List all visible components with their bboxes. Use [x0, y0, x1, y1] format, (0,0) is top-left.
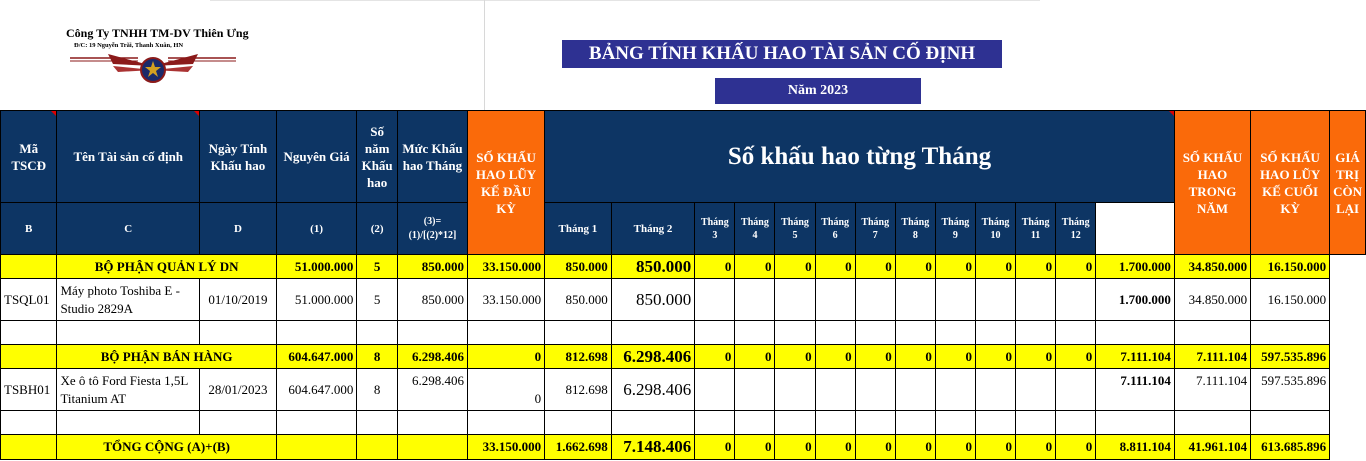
total-t8: 0 [895, 435, 935, 460]
asset-row-tsbh01 [1, 369, 1366, 411]
month-header-6: Tháng 6 [815, 203, 855, 255]
group-kh-trong-nam: 1.700.000 [1096, 255, 1175, 279]
group-row-ban-hang [1, 345, 1366, 369]
total-t10: 0 [975, 435, 1015, 460]
code-c: C [57, 203, 200, 255]
asset-muc-kh: 850.000 [397, 279, 467, 321]
group-t12: 0 [1056, 345, 1096, 369]
total-kh-trong-nam: 8.811.104 [1096, 435, 1175, 460]
report-title: BẢNG TÍNH KHẤU HAO TÀI SẢN CỐ ĐỊNH [562, 40, 1002, 68]
group-t2: 6.298.406 [611, 345, 695, 369]
month-header-7: Tháng 7 [855, 203, 895, 255]
asset-ma: TSQL01 [1, 279, 57, 321]
asset-con-lai: 16.150.000 [1251, 279, 1330, 321]
code-2: (2) [357, 203, 398, 255]
col-header-kh-cuoi-ky: SỐ KHẤU HAO LŨY KẾ CUỐI KỲ [1251, 111, 1330, 255]
group-t2: 850.000 [611, 255, 695, 279]
group-t11: 0 [1016, 255, 1056, 279]
group-t12: 0 [1056, 255, 1096, 279]
asset-ma: TSBH01 [1, 369, 57, 411]
asset-muc-kh: 6.298.406 [397, 369, 467, 411]
month-header-11: Tháng 11 [1016, 203, 1056, 255]
code-d: D [200, 203, 277, 255]
total-t3: 0 [695, 435, 735, 460]
total-row [1, 435, 1366, 460]
total-t7: 0 [855, 435, 895, 460]
empty-row [1, 411, 1366, 435]
group-t3: 0 [695, 255, 735, 279]
asset-kh-dau-ky: 33.150.000 [468, 279, 545, 321]
asset-ngay: 28/01/2023 [200, 369, 277, 411]
group-muc-kh: 850.000 [397, 255, 467, 279]
group-t6: 0 [815, 255, 855, 279]
header-row-titles [1, 111, 1366, 203]
total-t1: 1.662.698 [545, 435, 612, 460]
month-header-9: Tháng 9 [935, 203, 975, 255]
group-t8: 0 [895, 345, 935, 369]
total-label: TỔNG CỘNG (A)+(B) [57, 435, 276, 460]
asset-ten: Máy photo Toshiba E - Studio 2829A [57, 279, 200, 321]
asset-nguyen-gia: 51.000.000 [276, 279, 357, 321]
group-t1: 850.000 [545, 255, 612, 279]
code-3: (3)=(1)/[(2)*12] [397, 203, 467, 255]
total-t4: 0 [735, 435, 775, 460]
group-t1: 812.698 [545, 345, 612, 369]
total-con-lai: 613.685.896 [1251, 435, 1330, 460]
group-con-lai: 597.535.896 [1251, 345, 1330, 369]
group-so-nam: 8 [357, 345, 398, 369]
month-header-3: Tháng 3 [695, 203, 735, 255]
col-header-ma: Mã TSCĐ [1, 111, 57, 203]
asset-t1: 812.698 [545, 369, 612, 411]
asset-t2: 6.298.406 [611, 369, 695, 411]
header-row-codes [1, 203, 1366, 255]
month-header-10: Tháng 10 [975, 203, 1015, 255]
group-muc-kh: 6.298.406 [397, 345, 467, 369]
col-header-ten: Tên Tài sản cố định [57, 111, 200, 203]
group-t10: 0 [975, 345, 1015, 369]
group-row-quan-ly [1, 255, 1366, 279]
group-t4: 0 [735, 255, 775, 279]
col-header-kh-tung-thang: Số khấu hao từng Tháng [545, 111, 1175, 203]
group-so-nam: 5 [357, 255, 398, 279]
asset-kh-trong-nam: 1.700.000 [1096, 279, 1175, 321]
group-kh-dau-ky: 33.150.000 [468, 255, 545, 279]
depreciation-table [0, 110, 1366, 460]
total-kh-dau-ky: 33.150.000 [468, 435, 545, 460]
group-t10: 0 [975, 255, 1015, 279]
total-t5: 0 [775, 435, 815, 460]
asset-kh-trong-nam: 7.111.104 [1096, 369, 1175, 411]
total-t2: 7.148.406 [611, 435, 695, 460]
asset-t1: 850.000 [545, 279, 612, 321]
month-header-2: Tháng 2 [611, 203, 695, 255]
group-t4: 0 [735, 345, 775, 369]
asset-so-nam: 8 [357, 369, 398, 411]
col-header-gia-tri-con-lai: GIÁ TRỊ CÒN LẠI [1330, 111, 1366, 255]
group-nguyen-gia: 604.647.000 [276, 345, 357, 369]
group-label: BỘ PHẬN BÁN HÀNG [57, 345, 276, 369]
group-kh-dau-ky: 0 [468, 345, 545, 369]
top-divider-line [210, 0, 1040, 1]
asset-con-lai: 597.535.896 [1251, 369, 1330, 411]
col-header-kh-trong-nam: SỐ KHẤU HAO TRONG NĂM [1174, 111, 1250, 255]
group-t9: 0 [935, 345, 975, 369]
col-header-so-nam: Số năm Khấu hao [357, 111, 398, 203]
total-t6: 0 [815, 435, 855, 460]
col-header-nguyen-gia: Nguyên Giá [276, 111, 357, 203]
group-t6: 0 [815, 345, 855, 369]
month-header-1: Tháng 1 [545, 203, 612, 255]
group-kh-cuoi-ky: 7.111.104 [1174, 345, 1250, 369]
group-t11: 0 [1016, 345, 1056, 369]
total-kh-cuoi-ky: 41.961.104 [1174, 435, 1250, 460]
vertical-divider [484, 0, 485, 110]
group-label: BỘ PHẬN QUẢN LÝ DN [57, 255, 276, 279]
code-b: B [1, 203, 57, 255]
asset-nguyen-gia: 604.647.000 [276, 369, 357, 411]
group-nguyen-gia: 51.000.000 [276, 255, 357, 279]
group-con-lai: 16.150.000 [1251, 255, 1330, 279]
report-year: Năm 2023 [715, 78, 921, 104]
col-header-kh-dau-ky: SỐ KHẤU HAO LŨY KẾ ĐẦU KỲ [468, 111, 545, 255]
group-t7: 0 [855, 255, 895, 279]
eagle-emblem-icon [68, 50, 238, 86]
asset-kh-cuoi-ky: 34.850.000 [1174, 279, 1250, 321]
code-1: (1) [276, 203, 357, 255]
month-header-12: Tháng 12 [1056, 203, 1096, 255]
month-header-5: Tháng 5 [775, 203, 815, 255]
group-t9: 0 [935, 255, 975, 279]
col-header-ngay: Ngày Tính Khấu hao [200, 111, 277, 203]
asset-ngay: 01/10/2019 [200, 279, 277, 321]
total-t11: 0 [1016, 435, 1056, 460]
asset-kh-dau-ky: 0 [468, 369, 545, 411]
empty-row [1, 321, 1366, 345]
group-t5: 0 [775, 345, 815, 369]
asset-kh-cuoi-ky: 7.111.104 [1174, 369, 1250, 411]
company-logo [60, 26, 250, 90]
asset-row-tsql01 [1, 279, 1366, 321]
total-t12: 0 [1056, 435, 1096, 460]
asset-ten: Xe ô tô Ford Fiesta 1,5L Titanium AT [57, 369, 200, 411]
group-t5: 0 [775, 255, 815, 279]
group-t8: 0 [895, 255, 935, 279]
group-kh-cuoi-ky: 34.850.000 [1174, 255, 1250, 279]
group-t3: 0 [695, 345, 735, 369]
total-t9: 0 [935, 435, 975, 460]
group-t7: 0 [855, 345, 895, 369]
month-header-4: Tháng 4 [735, 203, 775, 255]
company-address: Đ/C: 19 Nguyễn Trãi, Thanh Xuân, HN [74, 42, 184, 49]
asset-t2: 850.000 [611, 279, 695, 321]
group-kh-trong-nam: 7.111.104 [1096, 345, 1175, 369]
company-name: Công Ty TNHH TM-DV Thiên Ưng [66, 26, 249, 40]
asset-so-nam: 5 [357, 279, 398, 321]
month-header-8: Tháng 8 [895, 203, 935, 255]
col-header-muc-kh: Mức Khấu hao Tháng [397, 111, 467, 203]
